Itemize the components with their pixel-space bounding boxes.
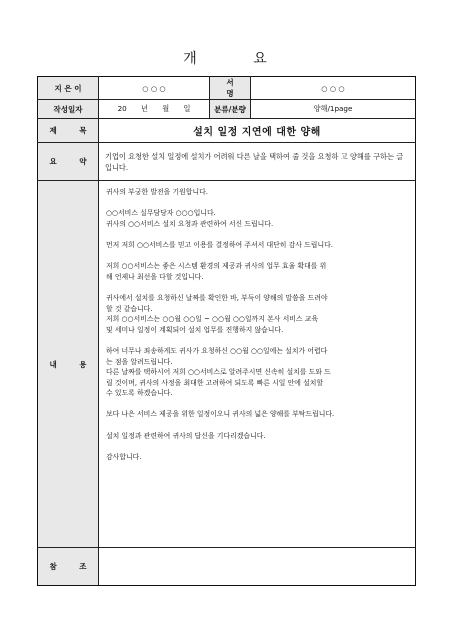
date-label: 작성일자 [38, 100, 99, 119]
content-line: 저희 ○○서비스는 좋은 시스템 환경의 제공과 귀사의 업무 효율 확대를 위 [106, 262, 327, 271]
reference-label: 참 조 [38, 548, 99, 586]
content-paragraph [106, 346, 409, 399]
content-line: 귀사의 ○○서비스 설치 요청과 관련하여 서신 드립니다. [106, 219, 274, 228]
date-value: 20 년 월 일 [99, 100, 210, 119]
content-line: 보다 나은 서비스 제공을 위한 일정이오니 귀사의 넓은 양해를 부탁드립니다. [106, 410, 335, 419]
content-paragraph [106, 208, 409, 229]
content-paragraph [106, 261, 409, 282]
content-line: 저희 ○○서비스는 ○○월 ○○일 ~ ○○월 ○○일까지 본사 서비스 교육 [106, 315, 319, 324]
content-paragraph [106, 431, 409, 442]
content-line: 하여 너무나 죄송하게도 귀사가 요청하신 ○○월 ○○일에는 설치가 어렵다 [106, 346, 328, 355]
category-label: 분류/분량 [210, 100, 251, 119]
content-paragraph [106, 452, 409, 463]
author-label: 지 은 이 [38, 77, 99, 100]
summary-label: 요 약 [38, 143, 99, 181]
content-body [99, 181, 416, 548]
content-line: 다른 날짜를 택하시어 저희 ○○서비스로 알려주시면 신속히 설치를 도와 드 [106, 368, 331, 377]
content-line: 수 있도록 하겠습니다. [106, 389, 173, 398]
content-line: 설치 일정과 관련하여 귀사의 답신을 기다리겠습니다. [106, 431, 266, 440]
content-line: 먼저 저희 ○○서비스를 믿고 이용를 결정하여 주셔서 대단히 감사 드립니다. [106, 240, 333, 249]
content-line: 귀사에서 설치를 요청하신 날짜를 확인한 바, 부득이 양해의 말씀을 드려야 [106, 293, 328, 302]
content-line: 및 세미나 일정이 계획되어 설치 업무를 진행하지 않습니다. [106, 325, 284, 334]
content-line: 는 점을 알려드립니다. [106, 357, 173, 366]
summary-line: 고 양해를 구하는 글입니다. [105, 151, 404, 172]
content-line: ○○서비스 실무담당자 ○○○입니다. [106, 209, 216, 218]
signature-value: ○ ○ ○ [251, 77, 416, 100]
content-paragraph [106, 240, 409, 251]
content-line: 귀사의 부궁한 발전을 기원합니다. [106, 188, 208, 196]
content-line: 감사합니다. [106, 452, 142, 461]
content-paragraph [106, 187, 409, 198]
subject-label: 제 목 [38, 119, 99, 143]
summary-line: 기업이 요청한 설치 일정에 설치가 어려워 다른 날을 택하여 줄 것을 요청하 [105, 151, 339, 161]
subject-value: 설치 일정 지연에 대한 양해 [99, 119, 416, 143]
content-line: 릴 것이며, 귀사의 사정을 최대한 고려하여 되도록 빠른 시일 안에 설치할 [106, 378, 324, 387]
content-paragraph [106, 409, 409, 420]
summary-form-table [37, 76, 416, 586]
content-label: 내 용 [38, 181, 99, 548]
page-title: 개 요 [183, 51, 293, 67]
content-paragraph [106, 293, 409, 335]
signature-label: 서 명 [210, 77, 251, 100]
author-value: ○ ○ ○ [99, 77, 210, 100]
category-value: 양해/1page [251, 100, 416, 119]
content-line: 할 것 같습니다. [106, 304, 153, 313]
content-line: 해 언제나 최선을 다할 것입니다. [106, 272, 204, 281]
summary-text [99, 143, 416, 181]
reference-value [99, 548, 416, 586]
